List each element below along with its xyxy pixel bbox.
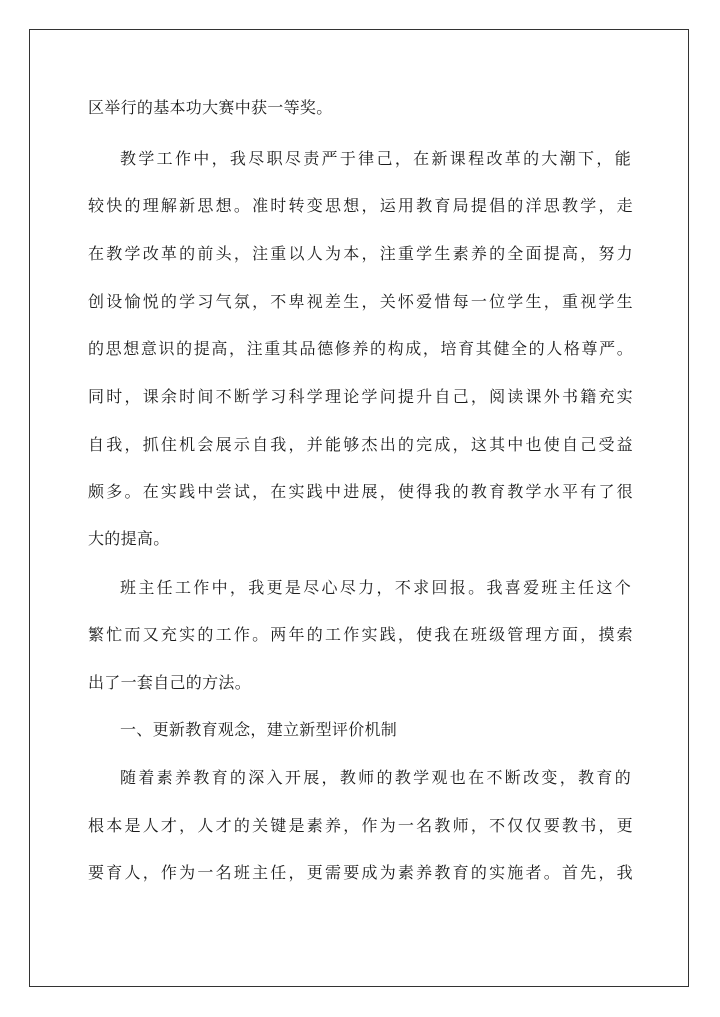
text-line: 颇多。在实践中尝试，在实践中进展，使得我的教育教学水平有了很	[88, 482, 633, 501]
section-heading: 一、更新教育观念，建立新型评价机制	[120, 720, 398, 739]
text-line: 繁忙而又充实的工作。两年的工作实践，使我在班级管理方面，摸索	[88, 625, 633, 644]
text-line: 要育人，作为一名班主任，更需要成为素养教育的实施者。首先，我	[88, 863, 633, 882]
paragraph-start-line: 教学工作中，我尽职尽责严于律己，在新课程改革的大潮下，能	[120, 149, 631, 168]
text-line: 同时，课余时间不断学习科学理论学问提升自己，阅读课外书籍充实	[88, 387, 633, 406]
text-line: 区举行的基本功大赛中获一等奖。	[88, 98, 333, 117]
text-line: 大的提高。	[88, 529, 170, 548]
paragraph-start-line: 班主任工作中，我更是尽心尽力，不求回报。我喜爱班主任这个	[120, 578, 631, 597]
text-line: 创设愉悦的学习气氛，不卑视差生，关怀爱惜每一位学生，重视学生	[88, 292, 633, 311]
paragraph-start-line: 随着素养教育的深入开展，教师的教学观也在不断改变，教育的	[120, 768, 631, 787]
page-border	[29, 29, 689, 987]
text-line: 根本是人才，人才的关键是素养，作为一名教师，不仅仅要教书，更	[88, 816, 633, 835]
text-line: 在教学改革的前头，注重以人为本，注重学生素养的全面提高，努力	[88, 244, 633, 263]
text-line: 较快的理解新思想。准时转变思想，运用教育局提倡的洋思教学，走	[88, 196, 633, 215]
text-line: 自我，抓住机会展示自我，并能够杰出的完成，这其中也使自己受益	[88, 435, 633, 454]
text-line: 的思想意识的提高，注重其品德修养的构成，培育其健全的人格尊严。	[88, 339, 633, 358]
text-line: 出了一套自己的方法。	[88, 673, 252, 692]
